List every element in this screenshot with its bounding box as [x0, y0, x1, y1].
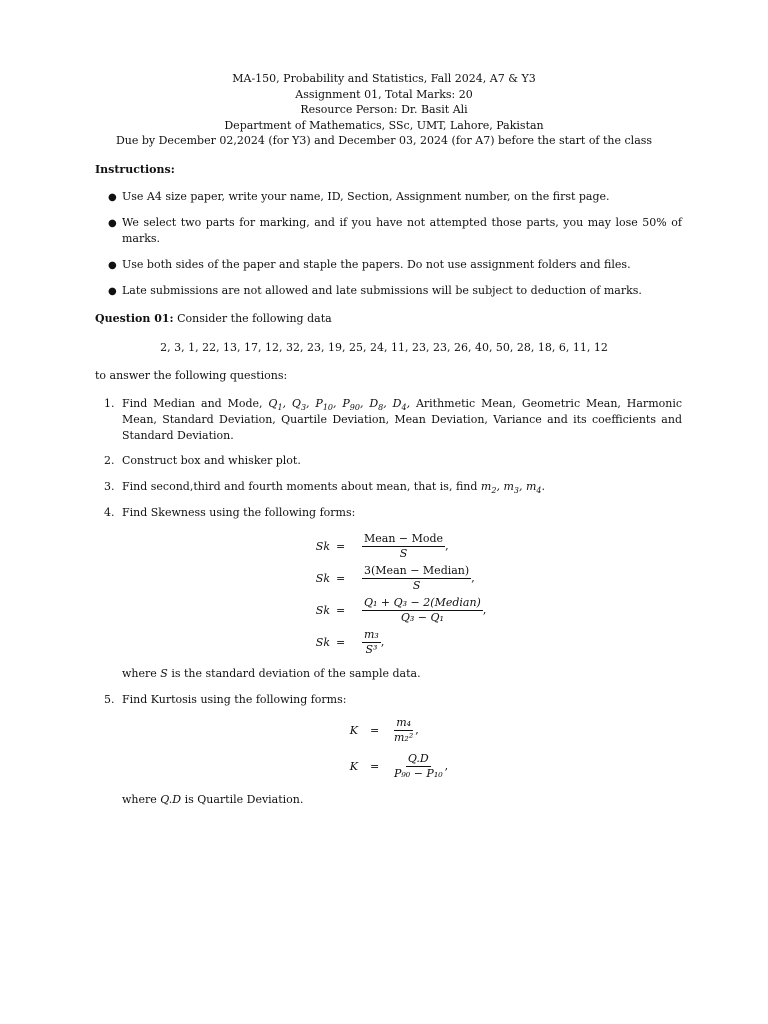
where-word: where [122, 793, 157, 806]
equals-sign: = [336, 540, 346, 553]
fraction: $\frac{\text{3(Mean − Median)}}{S}$ , [364, 564, 475, 592]
denominator: S [399, 547, 408, 560]
course-title: MA-150, Probability and Statistics, Fall 2024, A7 & Y3 [232, 72, 536, 85]
s-symbol: S [160, 667, 168, 680]
sk-symbol: Sk [315, 572, 330, 585]
numerator: Q₁ + Q₃ − 2(Median) [364, 596, 481, 609]
part-2-text: Construct box and whisker plot. [122, 454, 301, 467]
part-number: 4. [104, 506, 115, 519]
numerator: m₄ [396, 716, 412, 729]
instruction-item: Use both sides of the paper and staple the papers. Do not use assignment folders and files. [122, 258, 631, 271]
fraction: $\frac{\text{m₃}}{\text{S³}}$ , [364, 628, 385, 656]
department: Department of Mathematics, SSc, UMT, Lahore, Pakistan [224, 118, 544, 132]
k-symbol: K [349, 724, 358, 737]
instruction-item: Late submissions are not allowed and late submissions will be subject to deduction of marks. [122, 284, 642, 297]
due-date: Due by December 02,2024 (for Y3) and December 03, 2024 (for A7) before the start of the class [115, 134, 653, 147]
question-line [95, 311, 332, 327]
skewness-formula-2 [290, 564, 490, 594]
moment-symbols: $m_2$, $m_3$, $m_4$ [480, 480, 542, 496]
fraction: $\frac{\text{Mean − Mode}}{S}$ , [364, 532, 449, 560]
kurtosis-formula-1 [318, 716, 478, 746]
part-number: 1. [104, 397, 115, 410]
question-intro: Consider the following data [177, 312, 332, 325]
part-number: 3. [104, 480, 115, 493]
part-3-lead: Find second,third and fourth moments about mean, that is, find [122, 480, 478, 493]
sk-symbol: Sk [315, 636, 330, 649]
question-label: Question 01: [95, 312, 174, 325]
denominator: m₂² [394, 731, 414, 744]
skewness-formula-1 [290, 532, 490, 562]
resource-person: Resource Person: Dr. Basit Ali [300, 103, 468, 116]
note-text: is the standard deviation of the sample data. [171, 667, 421, 680]
numerator: Q.D [407, 752, 429, 765]
document-header [0, 71, 768, 149]
denominator: P₉₀ − P₁₀ [394, 767, 443, 780]
equals-sign: = [336, 604, 346, 617]
part-number: 2. [104, 454, 115, 467]
instructions-heading: Instructions: [95, 163, 175, 176]
bullet-icon: ● [108, 286, 117, 297]
part-1-text [122, 396, 682, 444]
equals-sign: = [370, 724, 380, 737]
part-4-text: Find Skewness using the following forms: [122, 506, 356, 519]
instruction-item: Use A4 size paper, write your name, ID, Section, Assignment number, on the first page. [122, 190, 610, 203]
part-1-symbols: $Q_1$, $Q_3$, $P_{10}$, $P_{90}$, $D_8$, $D_4$, [268, 397, 411, 413]
fraction: $\frac{\text{Q₁ + Q₃ − 2(Median)}}{\text{Q₃ − Q₁}}$ , [364, 596, 487, 624]
part-3-text: Find second,third and fourth moments about mean, that is, find $m_2$, $m_3$, $m_4$. [122, 480, 546, 496]
part-5-text: Find Kurtosis using the following forms: [122, 693, 347, 706]
equals-sign: = [370, 760, 380, 773]
part-1-rest: Arithmetic Mean, Geometric Mean, Harmonic Mean, Standard Deviation, Quartile Deviation, Mean Deviation, Variance and its coefficients and Standard Deviation. [122, 397, 683, 442]
fraction: $\frac{\text{m₄}}{\text{m₂²}}$ , [394, 716, 419, 744]
instruction-item: We select two parts for marking, and if you have not attempted those parts, you may lose 50% of marks. [122, 216, 682, 245]
kurtosis-formula-2 [318, 752, 478, 782]
where-word: where [122, 667, 157, 680]
part-1-lead: Find Median and Mode, [122, 397, 263, 410]
numerator: m₃ [364, 628, 379, 641]
numerator: Mean − Mode [364, 532, 444, 545]
answer-intro: to answer the following questions: [95, 369, 288, 382]
assignment-info: Assignment 01, Total Marks: 20 [295, 87, 473, 101]
qd-symbol: Q.D [160, 793, 182, 806]
numerator: 3(Mean − Median) [364, 564, 470, 577]
part-number: 5. [104, 693, 115, 706]
denominator: Q₃ − Q₁ [400, 611, 444, 624]
note-text: is Quartile Deviation. [184, 793, 304, 806]
equals-sign: = [336, 636, 346, 649]
k-symbol: K [349, 760, 358, 773]
bullet-icon: ● [108, 260, 117, 271]
bullet-icon: ● [108, 192, 117, 203]
skewness-note [122, 666, 421, 682]
skewness-formula-4 [290, 628, 490, 658]
data-values: 2, 3, 1, 22, 13, 17, 12, 32, 23, 19, 25, 24, 11, 23, 23, 26, 40, 50, 28, 18, 6, 11, 12 [160, 341, 608, 354]
denominator: S³ [365, 643, 378, 656]
kurtosis-note [122, 792, 303, 808]
denominator: S [412, 579, 421, 592]
bullet-icon: ● [108, 218, 117, 229]
sk-symbol: Sk [315, 604, 330, 617]
fraction: $\frac{Q.D}{\text{P₉₀ − P₁₀}}$ , [394, 752, 449, 780]
skewness-formula-3 [290, 596, 510, 626]
sk-symbol: Sk [315, 540, 330, 553]
equals-sign: = [336, 572, 346, 585]
